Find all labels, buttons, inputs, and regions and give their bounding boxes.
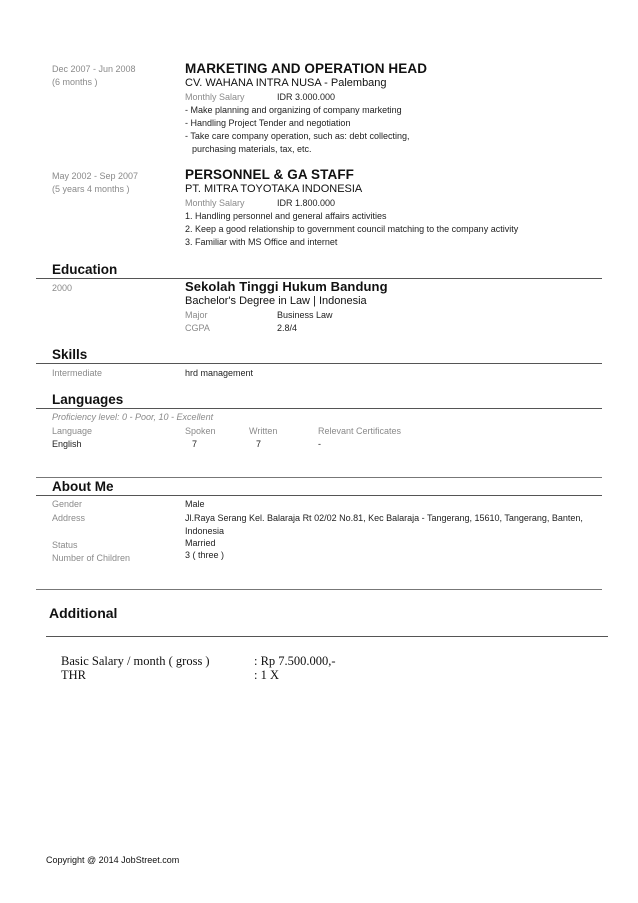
experience-2-title: PERSONNEL & GA STAFF bbox=[185, 167, 355, 182]
certificates-column-header: Relevant Certificates bbox=[318, 426, 402, 436]
copyright-footer: Copyright @ 2014 JobStreet.com bbox=[46, 855, 180, 865]
basic-salary-value: : Rp 7.500.000,- bbox=[254, 654, 336, 668]
education-year: 2000 bbox=[52, 283, 73, 293]
additional-heading: Additional bbox=[49, 605, 118, 621]
children-label: Number of Children bbox=[52, 553, 131, 563]
language-row-spoken: 7 bbox=[192, 439, 198, 449]
languages-heading: Languages bbox=[52, 392, 124, 407]
experience-2-company: PT. MITRA TOYOTAKA INDONESIA bbox=[185, 183, 363, 195]
education-cgpa-label: CGPA bbox=[185, 323, 210, 333]
experience-1-duration: (6 months ) bbox=[52, 77, 98, 87]
status-value: Married bbox=[185, 538, 216, 548]
gender-value: Male bbox=[185, 499, 205, 509]
language-row-certificates: - bbox=[318, 439, 321, 449]
experience-2-duty: 1. Handling personnel and general affairs activities bbox=[185, 211, 387, 221]
language-row-name: English bbox=[52, 439, 82, 449]
additional-top-divider bbox=[36, 589, 602, 590]
experience-1-duty: - Make planning and organizing of company marketing bbox=[185, 105, 402, 115]
experience-2-period: May 2002 - Sep 2007 bbox=[52, 171, 139, 181]
gender-label: Gender bbox=[52, 499, 83, 509]
experience-1-period: Dec 2007 - Jun 2008 bbox=[52, 64, 136, 74]
education-major-value: Business Law bbox=[277, 310, 333, 320]
education-degree: Bachelor's Degree in Law | Indonesia bbox=[185, 295, 367, 307]
written-column-header: Written bbox=[249, 426, 278, 436]
experience-2-duty: 3. Familiar with MS Office and internet bbox=[185, 237, 338, 247]
language-column-header: Language bbox=[52, 426, 93, 436]
education-school: Sekolah Tinggi Hukum Bandung bbox=[185, 279, 388, 294]
experience-1-salary-value: IDR 3.000.000 bbox=[277, 92, 336, 102]
language-row-written: 7 bbox=[256, 439, 262, 449]
skills-heading: Skills bbox=[52, 347, 88, 362]
experience-1-title: MARKETING AND OPERATION HEAD bbox=[185, 61, 428, 76]
experience-1-company: CV. WAHANA INTRA NUSA - Palembang bbox=[185, 77, 387, 89]
address-line-1: Jl.Raya Serang Kel. Balaraja Rt 02/02 No.81, Kec Balaraja - Tangerang, 15610, Tangerang, Banten, bbox=[185, 513, 583, 523]
address-line-2: Indonesia bbox=[185, 526, 225, 536]
skill-level: Intermediate bbox=[52, 368, 103, 378]
additional-divider bbox=[46, 636, 608, 637]
basic-salary-label: Basic Salary / month ( gross ) bbox=[61, 654, 210, 668]
experience-1-duty: purchasing materials, tax, etc. bbox=[192, 144, 312, 154]
about-divider bbox=[36, 495, 602, 496]
experience-2-duty: 2. Keep a good relationship to government council matching to the company activity bbox=[185, 224, 519, 234]
education-cgpa-value: 2.8/4 bbox=[277, 323, 298, 333]
experience-2-duration: (5 years 4 months ) bbox=[52, 184, 130, 194]
experience-2-salary-value: IDR 1.800.000 bbox=[277, 198, 336, 208]
children-value: 3 ( three ) bbox=[185, 550, 225, 560]
experience-1-salary-label: Monthly Salary bbox=[185, 92, 245, 102]
languages-divider bbox=[36, 408, 602, 409]
education-major-label: Major bbox=[185, 310, 208, 320]
thr-label: THR bbox=[61, 668, 86, 682]
about-heading: About Me bbox=[52, 479, 114, 494]
proficiency-note: Proficiency level: 0 - Poor, 10 - Excellent bbox=[52, 412, 214, 422]
about-top-divider bbox=[36, 477, 602, 478]
status-label: Status bbox=[52, 540, 78, 550]
skill-name: hrd management bbox=[185, 368, 254, 378]
address-label: Address bbox=[52, 513, 86, 523]
thr-value: : 1 X bbox=[254, 668, 279, 682]
experience-1-duty: - Handling Project Tender and negotiation bbox=[185, 118, 351, 128]
education-heading: Education bbox=[52, 262, 118, 277]
spoken-column-header: Spoken bbox=[185, 426, 216, 436]
experience-1-duty: - Take care company operation, such as: debt collecting, bbox=[185, 131, 410, 141]
experience-2-salary-label: Monthly Salary bbox=[185, 198, 245, 208]
skills-divider bbox=[36, 363, 602, 364]
